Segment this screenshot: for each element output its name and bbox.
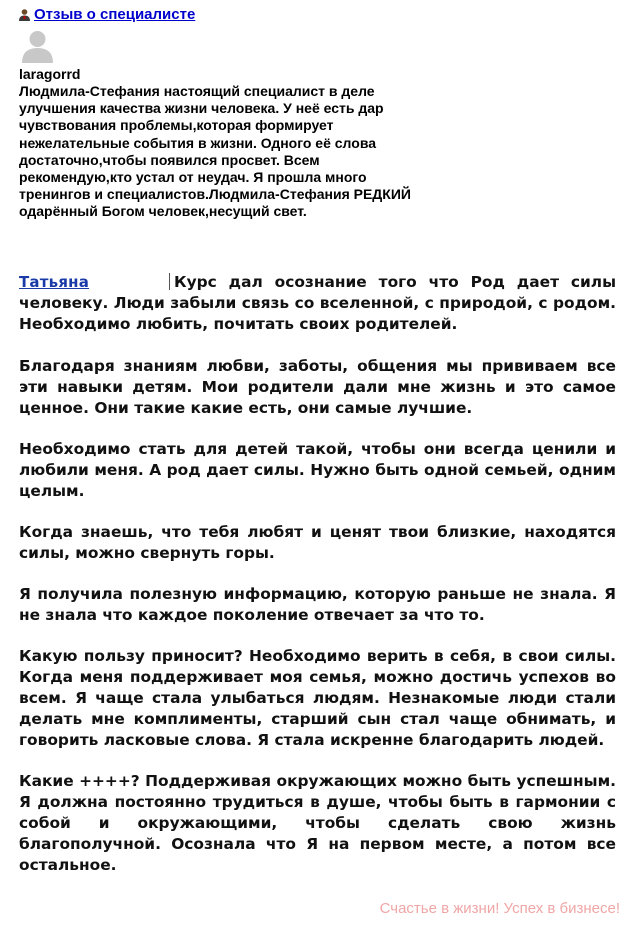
review-link[interactable]: Отзыв о специалисте xyxy=(34,6,196,23)
review-text: Людмила-Стефания настоящий специалист в деле улучшения качества жизни человека. У неё есть дар чувствования проблемы,которая формирует нежелательные события в жизни. Одного её слова достаточно,чтобы появился просвет. Всем рекомендую,кто устал от неудач. Я прошла много тренингов и специалистов.Людмила-Стефания РЕДКИЙ одарённый Богом человек,несущий свет. xyxy=(19,83,411,220)
text-cursor xyxy=(169,273,170,290)
testimonial-paragraph: Когда знаешь, что тебя любят и ценят твои близкие, находятся силы, можно свернуть горы. xyxy=(19,523,616,562)
avatar[interactable] xyxy=(19,26,56,63)
review-header xyxy=(18,6,195,23)
review-username[interactable]: laragorrd xyxy=(19,66,81,82)
user-icon xyxy=(18,8,31,21)
paragraph-text: Курс дал осознание того что Род дает силы человеку. Люди забыли связь со вселенной, с природой, с родом. Необходимо любить, почитать своих родителей. xyxy=(19,273,616,333)
testimonial-paragraph: Какую пользу приносит? Необходимо верить в себя, в свои силы. Когда меня поддерживает моя семья, можно достичь успехов во всем. Я чаще стала улыбаться людям. Незнакомые люди стали делать мне комплименты, старший сын стал чаще обнимать, и говорить ласковые слова. Я стала искренне благодарить людей. xyxy=(19,647,616,749)
author-link[interactable]: Татьяна xyxy=(19,273,90,291)
default-avatar-icon xyxy=(19,26,56,63)
testimonial-paragraph xyxy=(19,272,616,335)
testimonial-paragraph: Какие ++++? Поддерживая окружающих можно быть успешным. Я должна постоянно трудиться в душе, чтобы быть в гармонии с собой и окружающими, чтобы сделать свою жизнь благополучной. Осознала что Я на первом месте, а потом все остальное. xyxy=(19,772,616,874)
testimonial-paragraph: Я получила полезную информацию, которую раньше не знала. Я не знала что каждое поколение отвечает за что то. xyxy=(19,585,616,624)
footer-watermark: Счастье в жизни! Успех в бизнесе! xyxy=(379,900,620,917)
testimonial xyxy=(19,272,616,896)
testimonial-paragraph: Благодаря знаниям любви, заботы, общения мы прививаем все эти навыки детям. Мои родители дали мне жизнь и это самое ценное. Они такие какие есть, они самые лучшие. xyxy=(19,357,616,417)
testimonial-paragraph: Необходимо стать для детей такой, чтобы они всегда ценили и любили меня. А род дает силы. Нужно быть одной семьей, одним целым. xyxy=(19,440,616,500)
